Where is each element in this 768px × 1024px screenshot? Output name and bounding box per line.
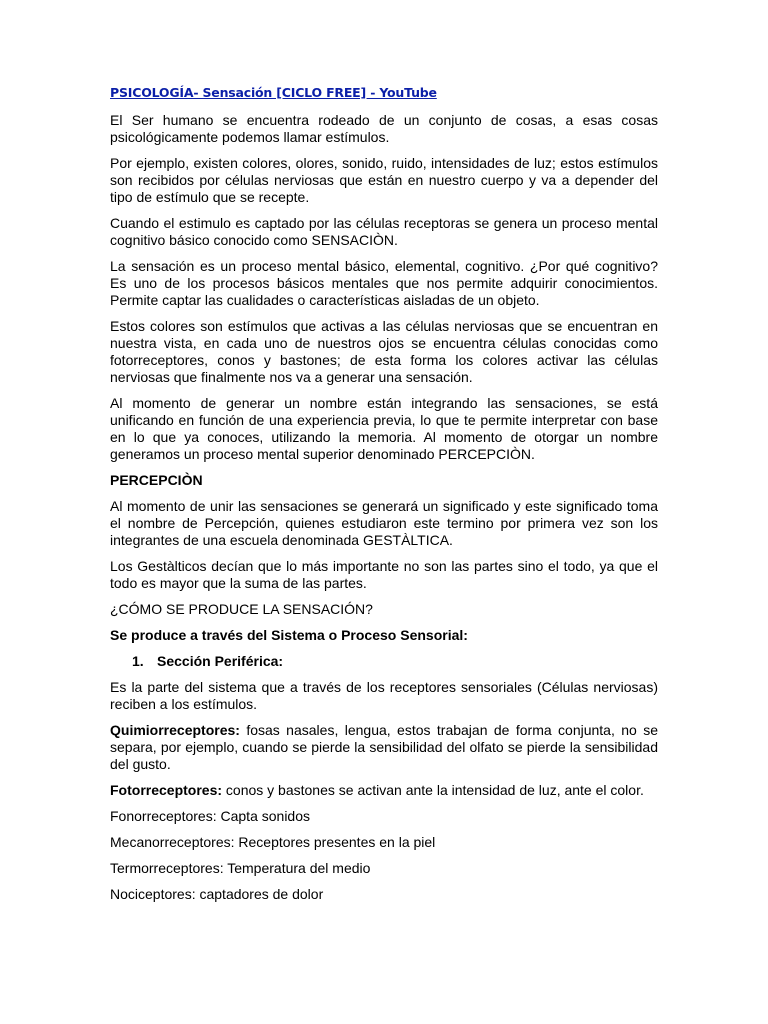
question-heading: ¿CÓMO SE PRODUCE LA SENSACIÓN? [110, 601, 373, 617]
list-item-seccion-periferica [110, 653, 658, 670]
text-quimiorreceptores: fosas nasales, lengua, estos trabajan de forma conjunta, no se separa, por ejemplo, cuando se pierde la sensibilidad del olfato se pierde la sensibilidad del gusto. [110, 722, 658, 772]
heading-sistema-sensorial: Se produce a través del Sistema o Proceso Sensorial: [110, 627, 468, 643]
list-label: Sección Periférica: [157, 653, 284, 669]
document-body [110, 84, 658, 912]
paragraph-percepcion: Al momento de unir las sensaciones se generará un significado y este significado toma el nombre de Percepción, quienes estudiaron este termino por primera vez son los integrantes de una escuela denominada GESTÀLTICA. [110, 498, 658, 548]
paragraph-receptores: Es la parte del sistema que a través de los receptores sensoriales (Células nerviosas) reciben a los estímulos. [110, 679, 658, 712]
paragraph-colores: Estos colores son estímulos que activas a las células nerviosas que se encuentran en nuestra vista, en cada uno de nuestros ojos se encuentra células conocidas como fotorreceptores, conos y bastones; de esta forma los colores activar las células nerviosas que finalmente nos va a generar una sensación. [110, 318, 658, 385]
paragraph-sensacion: Cuando el estimulo es captado por las células receptoras se genera un proceso mental cognitivo básico conocido como SENSACIÒN. [110, 215, 658, 248]
term-fotorreceptores: Fotorreceptores: [110, 782, 223, 798]
heading-percepcion: PERCEPCIÒN [110, 472, 203, 488]
paragraph-fotorreceptores [110, 782, 658, 799]
paragraph-estimulos: El Ser humano se encuentra rodeado de un conjunto de cosas, a esas cosas psicológicamente podemos llamar estímulos. [110, 112, 658, 145]
paragraph-cognitivo: La sensación es un proceso mental básico, elemental, cognitivo. ¿Por qué cognitivo? Es uno de los procesos básicos mentales que nos permite adquirir conocimientos. Permite captar las cualidades o características aisladas de un objeto. [110, 258, 658, 308]
term-quimiorreceptores: Quimiorreceptores: [110, 722, 240, 738]
paragraph-ejemplo: Por ejemplo, existen colores, olores, sonido, ruido, intensidades de luz; estos estímulos son recibidos por células nerviosas que están en nuestro cuerpo y va a depender del tipo de estímulo que se recepte. [110, 155, 658, 205]
paragraph-gestalticos: Los Gestàlticos decían que lo más importante no son las partes sino el todo, ya que el todo es mayor que la suma de las partes. [110, 558, 658, 591]
youtube-link[interactable]: PSICOLOGÍA- Sensación [CICLO FREE] - YouTube [110, 85, 437, 100]
line-nociceptores: Nociceptores: captadores de dolor [110, 886, 324, 902]
line-mecanorreceptores: Mecanorreceptores: Receptores presentes en la piel [110, 834, 436, 850]
line-fonorreceptores: Fonorreceptores: Capta sonidos [110, 808, 310, 824]
paragraph-quimiorreceptores [110, 722, 658, 773]
line-termorreceptores: Termorreceptores: Temperatura del medio [110, 860, 371, 876]
paragraph-nombre: Al momento de generar un nombre están integrando las sensaciones, se está unificando en función de una experiencia previa, lo que te permite interpretar con base en lo que ya conoces, utilizando la memoria. Al momento de otorgar un nombre generamos un proceso mental superior denominado PERCEPCIÒN. [110, 395, 658, 462]
list-number: 1. [132, 653, 144, 669]
text-fotorreceptores: conos y bastones se activan ante la intensidad de luz, ante el color. [222, 782, 644, 798]
